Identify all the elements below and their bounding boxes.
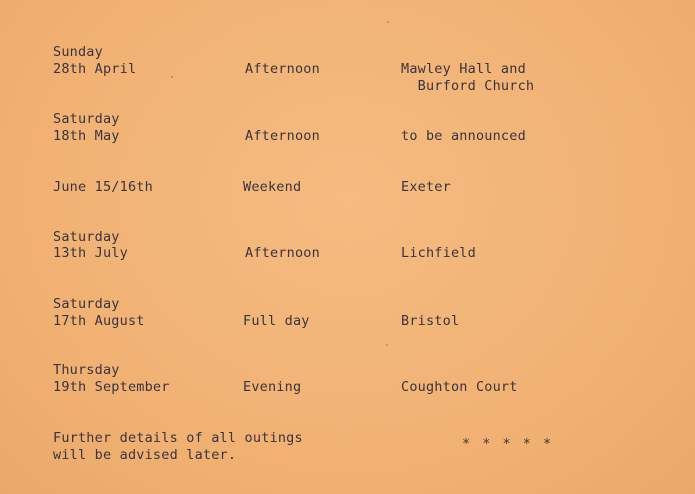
entry-1-time: Afternoon	[245, 61, 320, 77]
entry-4-date: 13th July	[53, 245, 128, 261]
entry-5-date: 17th August	[53, 313, 145, 329]
footer-note-line2: will be advised later.	[53, 447, 237, 463]
entry-5-time: Full day	[243, 313, 310, 329]
entry-5-day: Saturday	[53, 296, 120, 312]
entry-4-place: Lichfield	[401, 245, 476, 261]
entry-2-time: Afternoon	[245, 128, 320, 144]
entry-4-day: Saturday	[53, 229, 120, 245]
entry-3-date: June 15/16th	[53, 179, 153, 195]
entry-2-place: to be announced	[401, 128, 526, 144]
entry-3-time: Weekend	[243, 179, 302, 195]
entry-6-date: 19th September	[53, 379, 170, 395]
entry-1-place-line2: Burford Church	[401, 78, 535, 94]
entry-2-day: Saturday	[53, 111, 120, 127]
entry-5-place: Bristol	[401, 313, 460, 329]
entry-1-day: Sunday	[53, 44, 103, 60]
footer-stars: * * * * *	[462, 436, 554, 452]
footer-note-line1: Further details of all outings	[53, 430, 303, 446]
entry-4-time: Afternoon	[245, 245, 320, 261]
entry-6-time: Evening	[243, 379, 302, 395]
entry-3-place: Exeter	[401, 179, 451, 195]
entry-1-date: 28th April	[53, 61, 137, 77]
entry-6-day: Thursday	[53, 362, 120, 378]
entry-6-place: Coughton Court	[401, 379, 518, 395]
entry-1-place-line1: Mawley Hall and	[401, 61, 526, 77]
entry-2-date: 18th May	[53, 128, 120, 144]
paper-speck	[171, 76, 173, 78]
paper-speck	[387, 21, 389, 23]
paper-speck	[386, 344, 388, 346]
